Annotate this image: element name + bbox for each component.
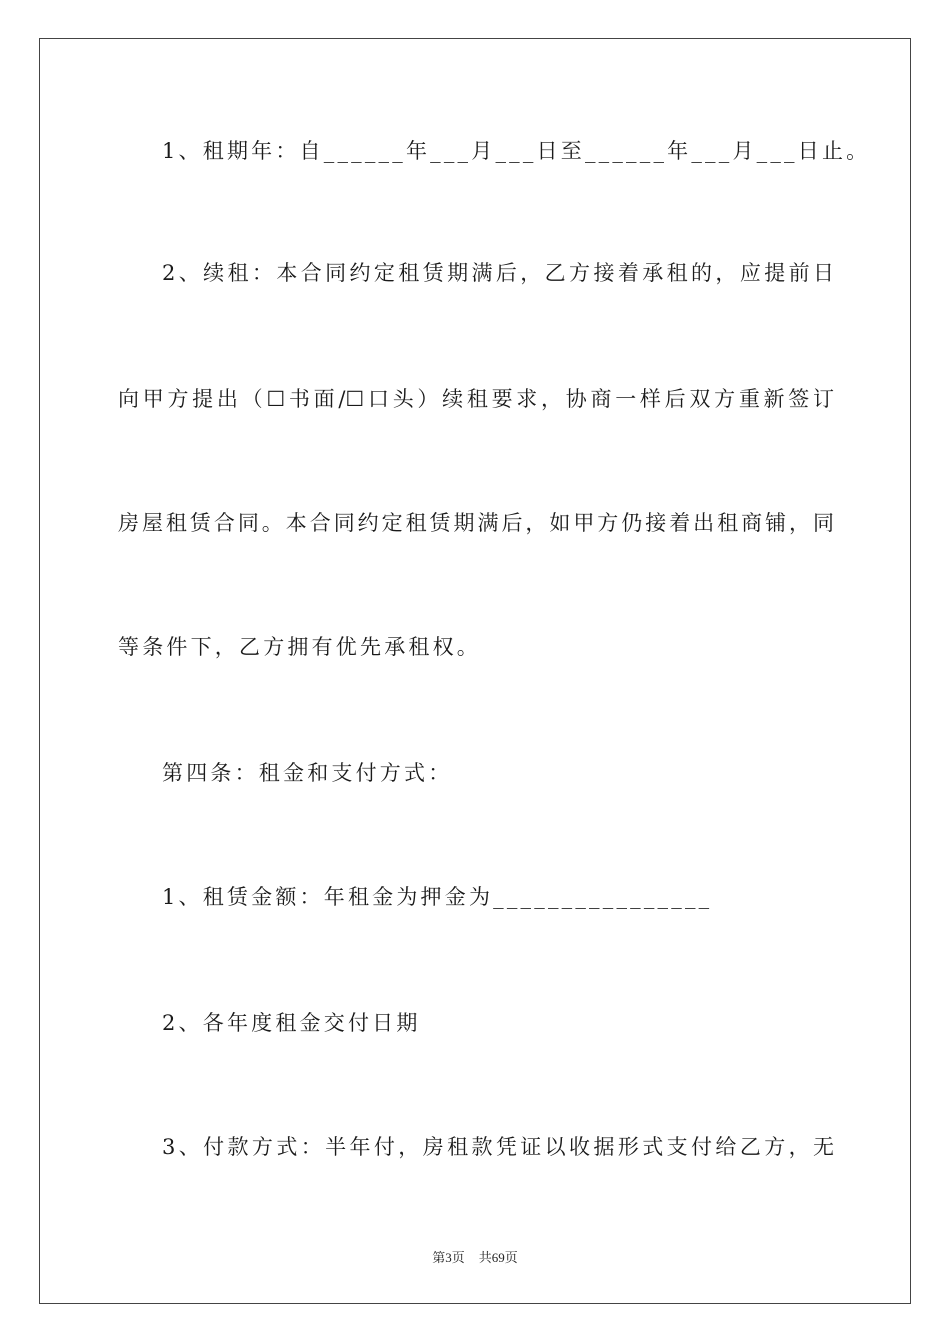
renewal-clause-line-2: 向甲方提出（☐书面/☐口头）续租要求，协商一样后双方重新签订 xyxy=(118,387,834,411)
current-page-number: 第3页 xyxy=(432,1250,465,1265)
lease-term-line: 1、租期年：自______年___月___日至______年___月___日止。 xyxy=(162,139,871,163)
article-four-heading: 第四条：租金和支付方式： xyxy=(162,761,453,785)
total-page-count: 共69页 xyxy=(478,1250,518,1265)
rent-payment-date-line: 2、各年度租金交付日期 xyxy=(162,1011,421,1035)
rent-amount-line: 1、租赁金额：年租金为押金为________________ xyxy=(162,885,713,909)
renewal-clause-line-3: 房屋租赁合同。本合同约定租赁期满后，如甲方仍接着出租商铺，同 xyxy=(118,511,834,535)
page-footer xyxy=(0,1247,950,1266)
page-border xyxy=(39,38,911,1304)
renewal-clause-line-4: 等条件下，乙方拥有优先承租权。 xyxy=(118,635,481,659)
payment-method-line: 3、付款方式：半年付，房租款凭证以收据形式支付给乙方，无 xyxy=(162,1135,834,1159)
renewal-clause-line-1: 2、续租：本合同约定租赁期满后，乙方接着承租的，应提前日 xyxy=(162,261,834,285)
